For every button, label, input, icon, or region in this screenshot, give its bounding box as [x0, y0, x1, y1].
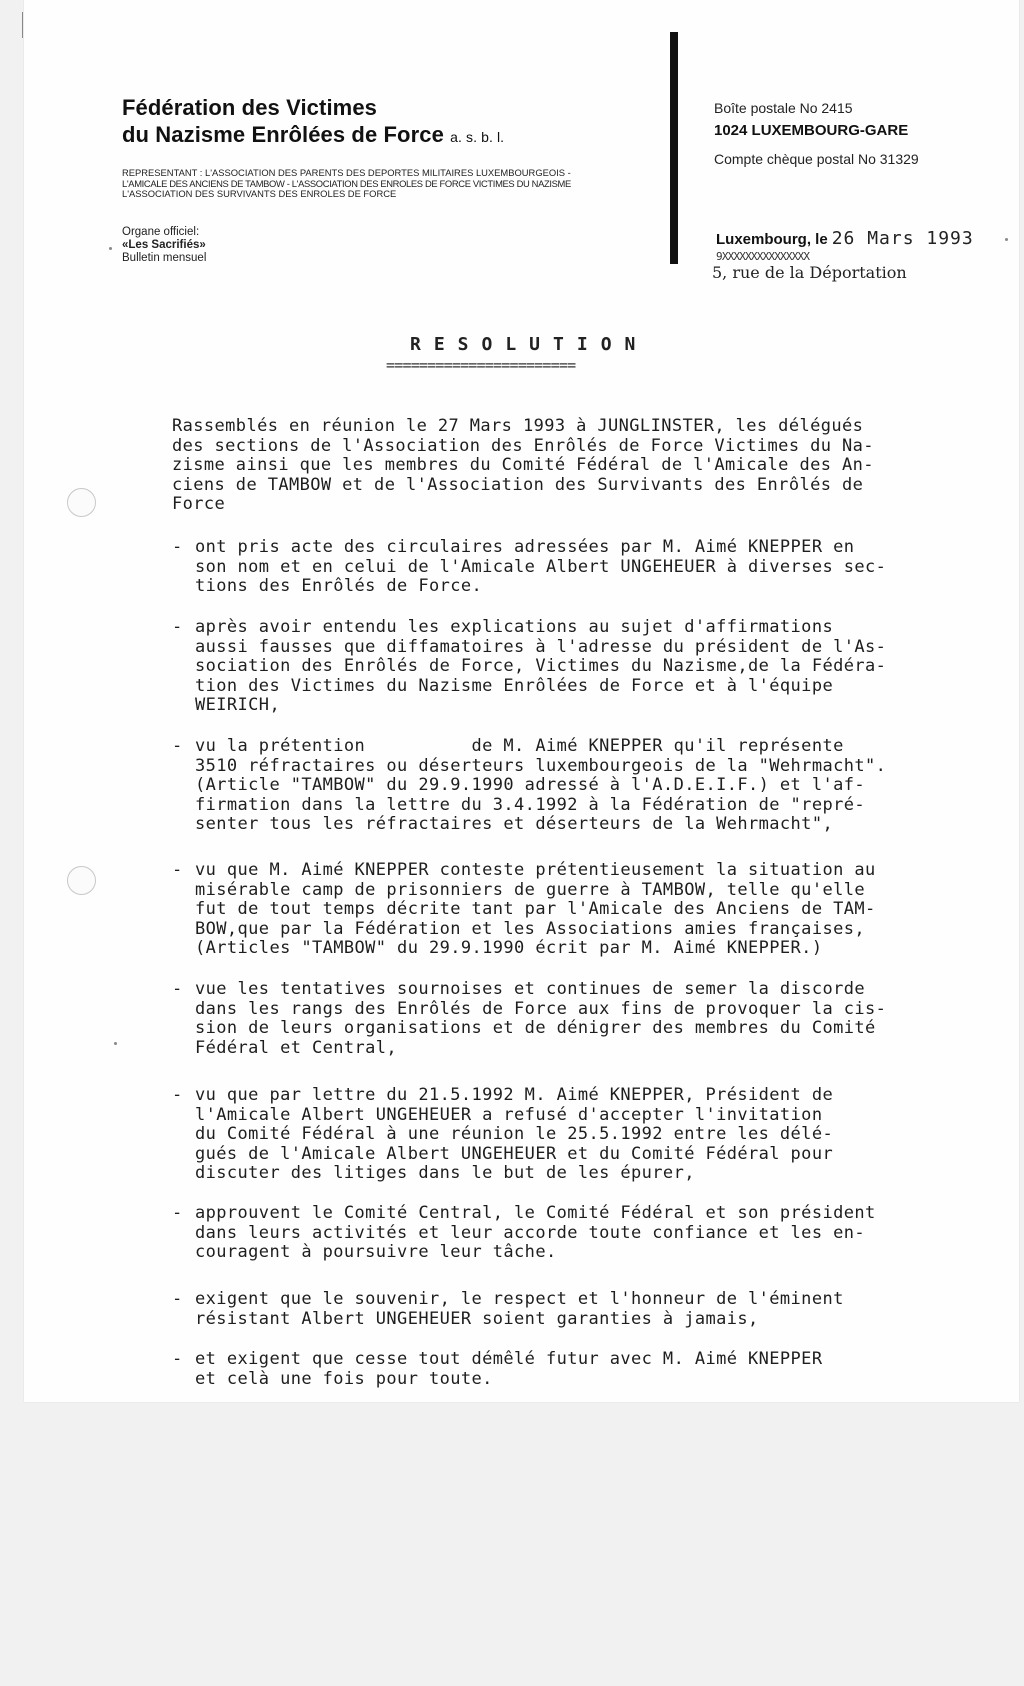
item-text: et exigent que cesse tout démêlé futur avec M. Aimé KNEPPER et celà une fois pour toute. [195, 1349, 823, 1389]
organe-name: «Les Sacrifiés» [122, 239, 206, 251]
item-dash: - [172, 1085, 183, 1105]
intro-paragraph: Rassemblés en réunion le 27 Mars 1993 à JUNGLINSTER, les délégués des sections de l'Association des Enrôlés de Force Victimes du Na- zisme ainsi que les membres du Comité Fédéral de l'Amicale des An- ciens de TAMBOW et de l'Association des Survivants des Enrôlés de Force [172, 416, 874, 514]
punch-hole [67, 488, 96, 517]
item-text: approuvent le Comité Central, le Comité Fédéral et son président dans leurs activités et leur accorde toute confiance et les en- couragent à poursuivre leur tâche. [195, 1203, 876, 1262]
edge-mark [22, 12, 23, 38]
resolution-item [172, 1289, 844, 1349]
item-text: ont pris acte des circulaires adressées par M. Aimé KNEPPER en son nom et en celui de l'Amicale Albert UNGEHEUER à diverses sec- tions des Enrôlés de Force. [195, 537, 887, 596]
representant-line: REPRESENTANT : L'ASSOCIATION DES PARENTS DES DEPORTES MILITAIRES LUXEMBOURGEOIS - [122, 167, 571, 178]
postal-city: 1024 LUXEMBOURG-GARE [714, 122, 909, 139]
postal-account: Compte chèque postal No 31329 [714, 151, 919, 167]
speck [109, 247, 112, 250]
organe-type: Bulletin mensuel [122, 252, 207, 264]
date-prefix: Luxembourg, le [716, 231, 828, 248]
resolution-title: RESOLUTION [410, 334, 649, 355]
item-text: vue les tentatives sournoises et continues de semer la discorde dans les rangs des Enrôlés de Force aux fins de provoquer la cis- sion de leurs organisations et de dénigrer des membres du Comité Fédéral et Central, [195, 979, 887, 1058]
representant-block [122, 168, 662, 200]
representant-line: L'AMICALE DES ANCIENS DE TAMBOW - L'ASSOCIATION DES ENROLES DE FORCE VICTIMES DU NAZISME [122, 177, 571, 189]
resolution-item [172, 1349, 823, 1409]
item-dash: - [172, 537, 183, 557]
item-text: vu que M. Aimé KNEPPER conteste prétentieusement la situation au misérable camp de prisonniers de guerre à TAMBOW, telle qu'elle fut de tout temps décrite tant par l'Amicale des Anciens de TAM- BOW,que par la Fédération et les Associations amies françaises, (Articles "TAMBOW" du 29.9.1990 écrit par M. Aimé KNEPPER.) [195, 860, 876, 958]
org-name-line1: Fédération des Victimes [122, 95, 377, 120]
org-suffix: a. s. b. l. [450, 129, 505, 145]
official-organ-block [122, 226, 206, 265]
item-text: vu que par lettre du 21.5.1992 M. Aimé KNEPPER, Président de l'Amicale Albert UNGEHEUER a refusé d'accepter l'invitation du Comité Fédéral à une réunion le 25.5.1992 entre les délé- gués de l'Amicale Albert UNGEHEUER et du Comité Fédéral pour discuter des litiges dans le but de les épurer, [195, 1085, 834, 1183]
item-dash: - [172, 1349, 183, 1369]
resolution-item [172, 537, 887, 597]
item-dash: - [172, 1203, 183, 1223]
speck [1005, 238, 1008, 241]
punch-hole [67, 866, 96, 895]
org-name-line2: du Nazisme Enrôlées de Force [122, 122, 444, 147]
organization-name [122, 94, 504, 151]
item-dash: - [172, 736, 183, 756]
resolution-item [172, 617, 887, 715]
resolution-item [172, 736, 887, 834]
speck [114, 1042, 117, 1045]
item-dash: - [172, 617, 183, 637]
item-text: vu la prétention de M. Aimé KNEPPER qu'il représente 3510 réfractaires ou déserteurs luxembourgeois de la "Wehrmacht". (Article "TAMBOW" du 29.9.1990 adressé à l'A.D.E.I.F.) et l'af- firmation dans la lettre du 3.4.1992 à la Fédération de "repré- senter tous les réfractaires et déserteurs de la Wehrmacht", [195, 736, 887, 834]
item-dash: - [172, 1289, 183, 1309]
item-text: exigent que le souvenir, le respect et l'honneur de l'éminent résistant Albert UNGEHEUER soient garanties à jamais, [195, 1289, 844, 1329]
struck-out-text: 9XXXXXXXXXXXXXXX [716, 250, 810, 263]
resolution-item [172, 860, 876, 958]
title-underline: ======================= [386, 356, 576, 374]
item-text: après avoir entendu les explications au sujet d'affirmations aussi fausses que diffamatoires à l'adresse du président de l'As- sociation des Enrôlés de Force, Victimes du Nazisme,de la Fédéra- tion des Victimes du Nazisme Enrôlées de Force et à l'équipe WEIRICH, [195, 617, 887, 715]
resolution-item [172, 1203, 876, 1263]
item-dash: - [172, 860, 183, 880]
stamped-address: 5, rue de la Déportation [712, 263, 907, 282]
date-typed: 26 Mars 1993 [831, 228, 974, 249]
mailbox: Boîte postale No 2415 [714, 100, 853, 116]
resolution-item [172, 1085, 834, 1183]
organe-label: Organe officiel: [122, 226, 200, 238]
representant-line: L'ASSOCIATION DES SURVIVANTS DES ENROLES DE FORCE [122, 188, 397, 200]
letterhead-divider [670, 32, 678, 264]
item-dash: - [172, 979, 183, 999]
date-line [716, 228, 974, 249]
resolution-item [172, 979, 887, 1058]
